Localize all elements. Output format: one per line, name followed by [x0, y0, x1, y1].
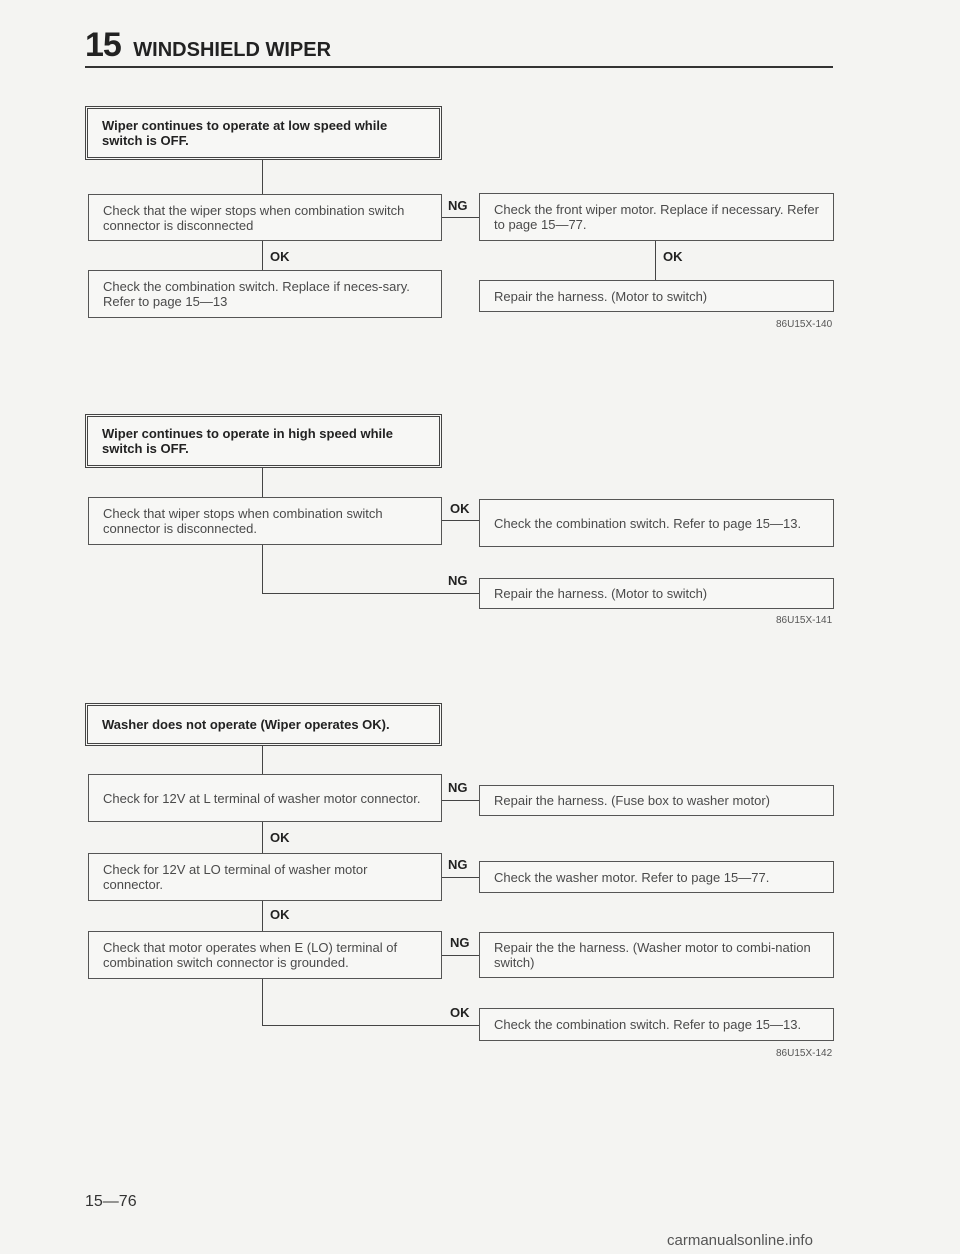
- flow3-title: Washer does not operate (Wiper operates OK).: [102, 717, 390, 732]
- flow2-ng-label: NG: [448, 573, 468, 588]
- flow2-ok-label: OK: [450, 501, 470, 516]
- flow2-title: Wiper continues to operate in high speed while switch is OFF.: [102, 426, 393, 456]
- flow3-step2-ng-result-text: Check the washer motor. Refer to page 15—77.: [494, 869, 770, 885]
- flow3-step3-ok-result-box: [479, 1008, 834, 1041]
- flow2-ng-result-text: Repair the harness. (Motor to switch): [494, 586, 708, 601]
- section-number: 15: [85, 26, 121, 64]
- flow1-step1-box: [88, 194, 442, 241]
- flow1-ng-result-box: [479, 193, 834, 241]
- flow3-step3-text: Check that motor operates when E (LO) terminal of combination switch connector is grounded.: [103, 940, 398, 970]
- flow3-step3-box: [88, 931, 442, 979]
- connector: [442, 800, 479, 801]
- flow1-ng-result-ok-label: OK: [663, 249, 683, 264]
- connector: [262, 901, 263, 931]
- flow1-title-box: [85, 106, 442, 160]
- flow2-ok-result-box: [479, 499, 834, 547]
- connector: [655, 241, 656, 280]
- page-number: 15—76: [85, 1193, 137, 1210]
- flow1-ok-result-text: Check the combination switch. Replace if neces-sary. Refer to page 15—13: [103, 279, 410, 309]
- flow3-step3-ok-label: OK: [450, 1005, 470, 1020]
- connector: [442, 877, 479, 878]
- flow1-ng-ok-result-box: [479, 280, 834, 312]
- connector: [262, 241, 263, 270]
- flow1-ng-result-text: Check the front wiper motor. Replace if necessary. Refer to page 15—77.: [494, 202, 819, 232]
- flow3-step3-ng-label: NG: [450, 935, 470, 950]
- connector: [262, 160, 263, 194]
- flow3-step2-ng-label: NG: [448, 857, 468, 872]
- flow2-ok-result-text: Check the combination switch. Refer to page 15—13.: [494, 515, 802, 531]
- flow3-title-box: [85, 703, 442, 746]
- flow3-step1-ok-label: OK: [270, 830, 290, 845]
- flow3-step3-ok-result-text: Check the combination switch. Refer to page 15—13.: [494, 1017, 802, 1032]
- flow1-figure-code: 86U15X-140: [776, 319, 833, 330]
- flow3-step1-ng-label: NG: [448, 780, 468, 795]
- flow3-step1-ng-result-box: [479, 785, 834, 816]
- flow1-title: Wiper continues to operate at low speed while switch is OFF.: [102, 118, 388, 148]
- flow1-step1-ng-label: NG: [448, 198, 468, 213]
- flow3-step1-box: [88, 774, 442, 822]
- connector: [262, 545, 263, 593]
- flow3-step1-ng-result-text: Repair the harness. (Fuse box to washer motor): [494, 793, 771, 808]
- flow2-figure-code: 86U15X-141: [776, 615, 833, 626]
- flow1-ng-ok-result-text: Repair the harness. (Motor to switch): [494, 288, 708, 304]
- flow2-ng-result-box: [479, 578, 834, 609]
- flow1-step1-text: Check that the wiper stops when combination switch connector is disconnected: [103, 202, 405, 233]
- connector: [262, 746, 263, 774]
- watermark: carmanualsonline.info: [667, 1232, 813, 1249]
- flow3-step2-ng-result-box: [479, 861, 834, 893]
- flow3-step2-box: [88, 853, 442, 901]
- flow3-step1-text: Check for 12V at L terminal of washer motor connector.: [103, 790, 421, 806]
- header-rule: [85, 66, 833, 68]
- connector: [262, 822, 263, 853]
- flow2-title-box: [85, 414, 442, 468]
- section-title: WINDSHIELD WIPER: [133, 39, 332, 61]
- connector: [442, 217, 479, 218]
- section-header: [85, 26, 331, 65]
- flow3-step2-text: Check for 12V at LO terminal of washer motor connector.: [103, 862, 368, 892]
- flow1-ok-result-box: [88, 270, 442, 318]
- flow1-step1-ok-label: OK: [270, 249, 290, 264]
- connector: [442, 520, 479, 521]
- connector: [262, 1025, 479, 1026]
- connector: [262, 979, 263, 1025]
- flow3-figure-code: 86U15X-142: [776, 1048, 833, 1059]
- flow3-step3-ng-result-text: Repair the the harness. (Washer motor to combi-nation switch): [494, 940, 811, 970]
- flow3-step2-ok-label: OK: [270, 907, 290, 922]
- connector: [442, 955, 479, 956]
- connector: [262, 468, 263, 497]
- flow3-step3-ng-result-box: [479, 932, 834, 978]
- connector: [262, 593, 479, 594]
- flow2-step1-box: [88, 497, 442, 545]
- flow2-step1-text: Check that wiper stops when combination switch connector is disconnected.: [103, 506, 383, 536]
